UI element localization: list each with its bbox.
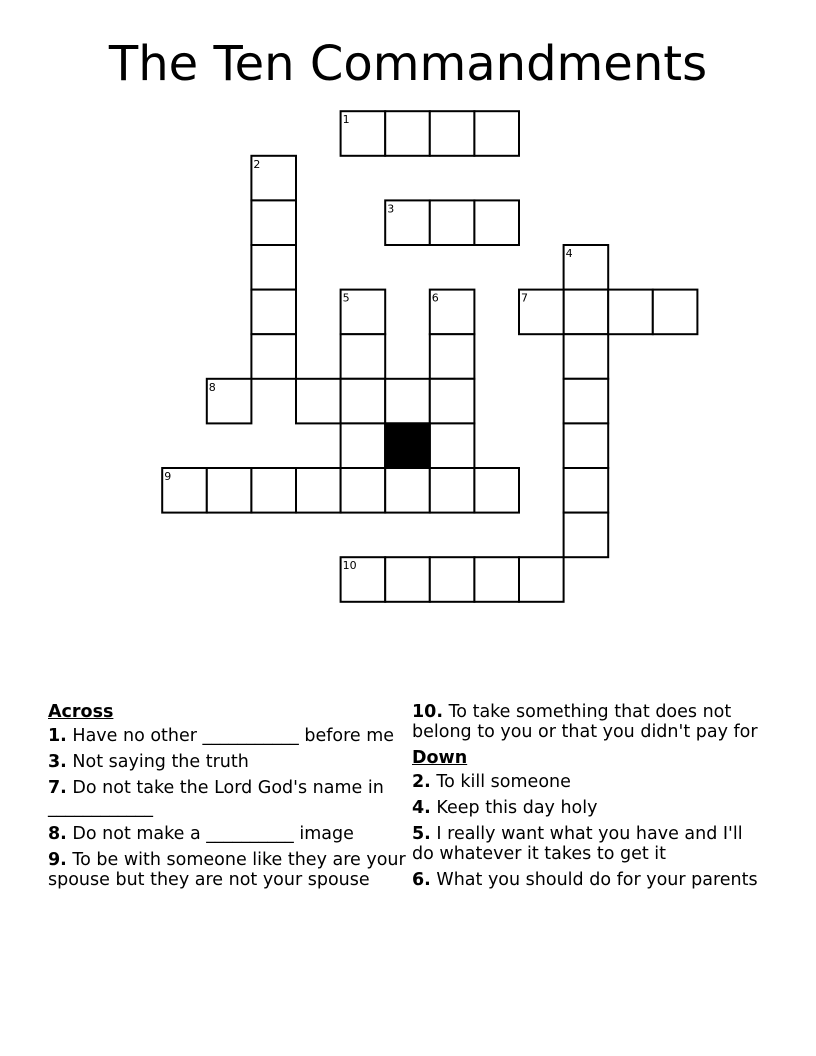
clue-number-label: 6 [431, 291, 439, 305]
grid-cell[interactable] [474, 111, 519, 156]
grid-cell[interactable] [385, 111, 430, 156]
puzzle-title: The Ten Commandments [108, 36, 708, 92]
clue-number-label: 3 [387, 202, 395, 216]
grid-cell[interactable] [341, 334, 386, 379]
grid-cell[interactable] [207, 468, 252, 513]
clue-across-3: 3. Not saying the truth [48, 752, 249, 772]
grid-cell[interactable] [430, 334, 475, 379]
clue-across-1: 1. Have no other ___________ before me [48, 726, 395, 746]
grid-cell[interactable] [519, 557, 564, 602]
grid-cell[interactable] [341, 468, 386, 513]
clues-left-column [48, 702, 408, 896]
grid-cell[interactable] [385, 468, 430, 513]
clue-down-5: 5. I really want what you have and I'll do whatever it takes to get it [412, 824, 743, 864]
grid-cell[interactable] [341, 379, 386, 424]
grid-cell[interactable] [474, 200, 519, 245]
clue-number-label: 1 [342, 113, 350, 127]
grid-cell[interactable] [430, 111, 475, 156]
grid-cell[interactable] [430, 468, 475, 513]
clue-number-label: 10 [342, 559, 357, 573]
clue-down-4: 4. Keep this day holy [412, 798, 598, 818]
grid-cell[interactable] [430, 423, 475, 468]
grid-cell[interactable] [564, 468, 609, 513]
clue-down-2: 2. To kill someone [412, 772, 571, 792]
clue-number-label: 8 [208, 380, 216, 394]
clue-across-9: 9. To be with someone like they are your spouse but they are not your spouse [48, 850, 406, 890]
grid-cell[interactable] [608, 290, 653, 335]
grid-cell[interactable] [474, 557, 519, 602]
clue-number-label: 7 [521, 291, 528, 305]
grid-cell[interactable] [430, 379, 475, 424]
grid-cell[interactable] [341, 423, 386, 468]
grid-cell[interactable] [251, 468, 296, 513]
grid-cell[interactable] [251, 200, 296, 245]
grid-cell[interactable] [564, 513, 609, 558]
clue-down-6: 6. What you should do for your parents [412, 870, 758, 890]
clue-across-7: 7. Do not take the Lord God's name in ____________ [48, 778, 384, 818]
grid-cell[interactable] [296, 468, 341, 513]
grid-cell[interactable] [385, 557, 430, 602]
grid-cell[interactable] [385, 379, 430, 424]
grid-cell-black [385, 423, 430, 468]
clue-number-label: 5 [342, 291, 350, 305]
grid-cell[interactable] [564, 290, 609, 335]
clue-number-label: 4 [565, 247, 573, 260]
clues-right-column [412, 702, 764, 896]
grid-cell[interactable] [474, 468, 519, 513]
grid-cell[interactable] [251, 334, 296, 379]
grid-cell[interactable] [564, 334, 609, 379]
grid-cell[interactable] [430, 200, 475, 245]
grid-cell[interactable] [430, 557, 475, 602]
clue-across-10: 10. To take something that does not belong to you or that you didn't pay for [412, 702, 758, 742]
down-heading: Down [412, 748, 468, 768]
clue-number-label: 2 [253, 157, 261, 171]
grid-cell[interactable] [564, 379, 609, 424]
grid-cell[interactable] [653, 290, 698, 335]
across-heading: Across [48, 702, 114, 722]
grid-cell[interactable] [564, 423, 609, 468]
grid-cell[interactable] [251, 245, 296, 290]
grid-cell[interactable] [296, 379, 341, 424]
grid-cell[interactable] [251, 290, 296, 335]
clue-across-8: 8. Do not make a __________ image [48, 824, 354, 844]
clue-number-label: 9 [164, 470, 172, 483]
